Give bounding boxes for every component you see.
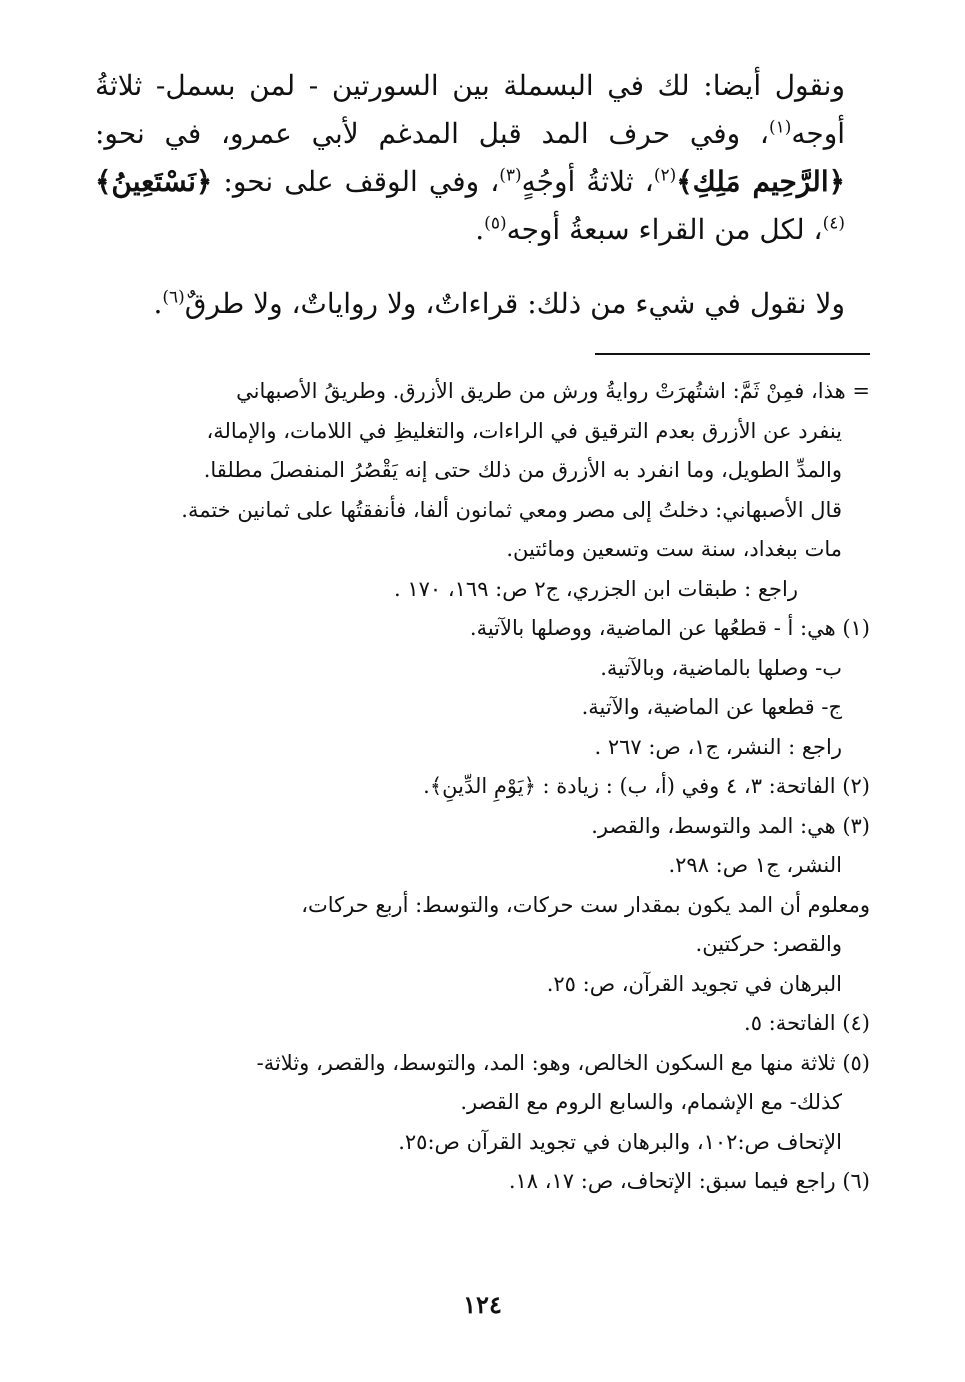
footnote-line: ينفرد عن الأزرق بعدم الترقيق في الراءات، والتغليظِ في اللامات، والإمالة، [206, 418, 842, 443]
text-segment: . [153, 287, 163, 320]
footnote-line: والقصر: حركتين. [695, 932, 842, 956]
footnote-line: (٢) الفاتحة: ٣، ٤ وفي (أ، ب) : زيادة : ﴿يَوْمِ الدِّينِ﴾. [423, 774, 870, 798]
footnote-ref-4: (٤) [822, 213, 845, 234]
footnote-ref-6: (٦) [162, 287, 185, 308]
footnote-line: ب- وصلها بالماضية، وبالآتية. [600, 655, 842, 680]
footnote-line: = هذا، فمِنْ ثَمَّ: اشتُهرَتْ روايةُ ورش من طريق الأزرق. وطريقُ الأصبهاني [236, 379, 870, 403]
footnote-line: الإتحاف ص:١٠٢، والبرهان في تجويد القرآن ص:٢٥. [398, 1129, 842, 1154]
footnote-line: (١) هي: أ - قطعُها عن الماضية، ووصلها بالآتية. [469, 616, 870, 640]
footnote-line: (٤) الفاتحة: ٥. [744, 1011, 870, 1035]
footnote-line: (٣) هي: المد والتوسط، والقصر. [591, 813, 870, 838]
footnote-line: (٦) راجع فيما سبق: الإتحاف، ص: ١٧، ١٨. [508, 1169, 870, 1193]
footnote-ref-2: (٢) [653, 165, 677, 186]
footnote-line: قال الأصبهاني: دخلتُ إلى مصر ومعي ثمانون ألفا، فأنفقتُها على ثمانين ختمة. [181, 497, 842, 522]
footnotes [95, 372, 870, 1202]
footnote-line: كذلك- مع الإشمام، والسابع الروم مع القصر. [460, 1090, 842, 1114]
footnote-line: مات ببغداد، سنة ست وتسعين ومائتين. [506, 537, 842, 561]
footnote-line: (٥) ثلاثة منها مع السكون الخالص، وهو: المد، والتوسط، والقصر، وثلاثة- [256, 1050, 870, 1075]
footnote-line: والمدِّ الطويل، وما انفرد به الأزرق من ذلك حتى إنه يَقْصُرُ المنفصلَ مطلقا. [203, 458, 842, 482]
footnote-line: راجع : النشر، ج١، ص: ٢٦٧ . [594, 734, 842, 759]
quran-quote: ﴿نَسْتَعِينُ﴾ [95, 165, 213, 198]
text-segment: ، لكل من القراء سبعةُ أوجه [506, 213, 823, 246]
footnote-line: راجع : طبقات ابن الجزري، ج٢ ص: ١٦٩، ١٧٠ . [394, 576, 798, 601]
footnote-line: البرهان في تجويد القرآن، ص: ٢٥. [546, 971, 842, 996]
footnote-ref-5: (٥) [484, 213, 507, 234]
paragraph-2 [95, 280, 845, 328]
page-number: ١٢٤ [463, 1290, 502, 1319]
quran-quote: ﴿الرَّحِيم مَلِكِ﴾ [676, 165, 845, 198]
footnote-ref-1: (١) [768, 117, 792, 138]
footnote-line: ج- قطعها عن الماضية، والآتية. [581, 695, 842, 719]
text-segment: ولا نقول في شيء من ذلك: قراءاتٌ، ولا رواياتٌ، ولا طرقٌ [184, 287, 845, 320]
text-segment: ، ثلاثةُ أوجُهٍ [521, 165, 654, 198]
paragraph-1 [95, 62, 845, 254]
text-segment: ، وفي الوقف على نحو: [212, 165, 500, 198]
text-segment: . [475, 213, 485, 246]
text-segment: ، وفي حرف المد قبل المدغم لأبي عمرو، في نحو: [95, 117, 769, 150]
footnote-line: ومعلوم أن المد يكون بمقدار ست حركات، والتوسط: أربع حركات، [301, 892, 870, 917]
text-segment: ونقول أيضا: لك في البسملة بين السورتين - لمن بسمل- ثلاثةُ أوجه [95, 69, 845, 150]
footnote-ref-3: (٣) [499, 165, 522, 186]
footnote-divider [595, 353, 870, 355]
main-text [95, 62, 845, 346]
footnote-line: النشر، ج١ ص: ٢٩٨. [668, 853, 842, 877]
